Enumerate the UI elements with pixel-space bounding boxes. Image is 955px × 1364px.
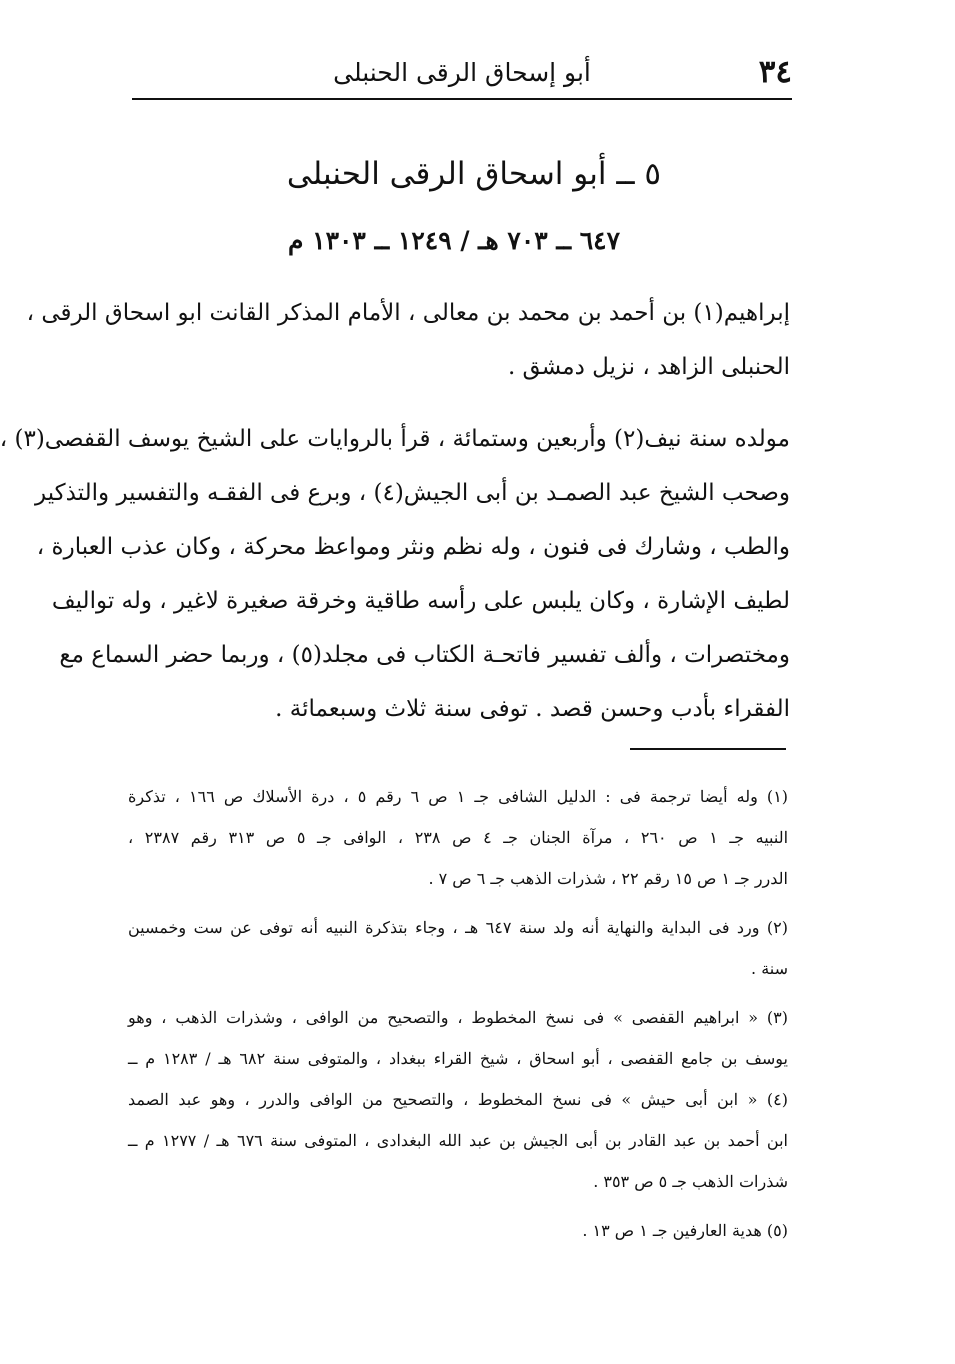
body-line: وصحب الشيخ عبد الصمـد بن أبى الجيش(٤) ، وبرع فى الفقـه والتفسير والتذكير <box>35 480 790 506</box>
footnote-line: ابن أحمد بن عبد القادر بن أبى الجيش بن عبد الله البغدادى ، المتوفى سنة ٦٧٦ هـ / ١٢٧٧ م ــ <box>128 1131 789 1150</box>
body-line: مولده سنة نيف(٢) وأربعين وستمائة ، قرأ بالروايات على الشيخ يوسف القفصى(٣) ، <box>0 426 790 452</box>
footnote-gap <box>128 1202 788 1210</box>
page-number: ٣٤ <box>758 54 792 90</box>
biography-text <box>0 286 790 736</box>
footnote-line: (٢) ورد فى البداية والنهاية أنه ولد سنة ٦٤٧ هـ ، وجاء بتذكرة النبيه أنه توفى عن ست وخمسين <box>128 918 788 937</box>
body-line: لطيف الإشارة ، وكان يلبس على رأسه طاقية وخرقة صغيرة لاغير ، وله تواليف <box>51 588 790 614</box>
footnote-line: (٣) « ابراهيم القفصى » فى نسخ المخطوط ، والتصحيح من الوافى ، وشذرات الذهب ، وهو <box>128 1008 788 1027</box>
chapter-title: ٥ ــ أبو اسحاق الرقى الحنبلى <box>286 156 662 192</box>
running-title: أبو إسحاق الرقى الحنبلى <box>333 58 591 87</box>
footnote-line: (١) وله أيضا ترجمة فى : الدليل الشافى جـ ١ ص ٦ رقم ٥ ، درة الأسلاك ص ١٦٦ ، تذكرة <box>128 787 789 806</box>
chapter-dates: ٦٤٧ ــ ٧٠٣ هـ / ١٢٤٩ ــ ١٣٠٣ م <box>287 226 621 255</box>
body-line: إبراهيم(١) بن أحمد بن محمد بن معالى ، الأمام المذكر القانت ابو اسحاق الرقى ، <box>26 300 790 326</box>
body-line: والطب ، وشارك فى فنون ، وله نظم ونثر ومواعظ محركة ، وكان عذب العبارة ، <box>36 534 790 560</box>
body-line: ومختصرات ، وألف تفسير فاتحـة الكتاب فى مجلد(٥) ، وربما حضر السماع مع <box>59 642 790 668</box>
footnote-gap <box>128 989 788 997</box>
footnotes <box>128 776 788 1251</box>
footnote-line: (٤) « ابن أبى حيش » فى نسخ المخطوط ، والتصحيح من الوافى والدرر ، وهو عبد الصمد <box>128 1090 789 1109</box>
footnote-gap <box>128 899 788 907</box>
footnote-line: يوسف بن جامع القفصى ، أبو اسحاق ، شيخ القراء ببغداد ، والمتوفى سنة ٦٨٢ هـ / ١٢٨٣ م ــ <box>128 1049 789 1068</box>
footnote-line: النبيه جـ ١ ص ٢٦٠ ، مرآة الجنان جـ ٤ ص ٢٣٨ ، الوافى جـ ٥ ص ٣١٣ رقم ٢٣٨٧ ، <box>128 828 789 847</box>
body-line: الحنبلى الزاهد ، نزيل دمشق . <box>507 354 790 380</box>
footnote-line: (٥) هدية العارفين جـ ١ ص ١٣ . <box>582 1221 788 1240</box>
running-header <box>132 52 792 100</box>
footnote-line: الدرر جـ ١ ص ١٥ رقم ٢٢ ، شذرات الذهب جـ ٦ ص ٧ . <box>428 869 788 888</box>
paragraph-gap <box>130 394 790 412</box>
body-line: الفقراء بأدب وحسن قصد . توفى سنة ثلاث وسبعمائة . <box>275 696 790 722</box>
footnote-divider <box>630 748 786 750</box>
footnote-line: شذرات الذهب جـ ٥ ص ٣٥٣ . <box>593 1172 788 1191</box>
footnote-line: سنة . <box>751 959 788 978</box>
